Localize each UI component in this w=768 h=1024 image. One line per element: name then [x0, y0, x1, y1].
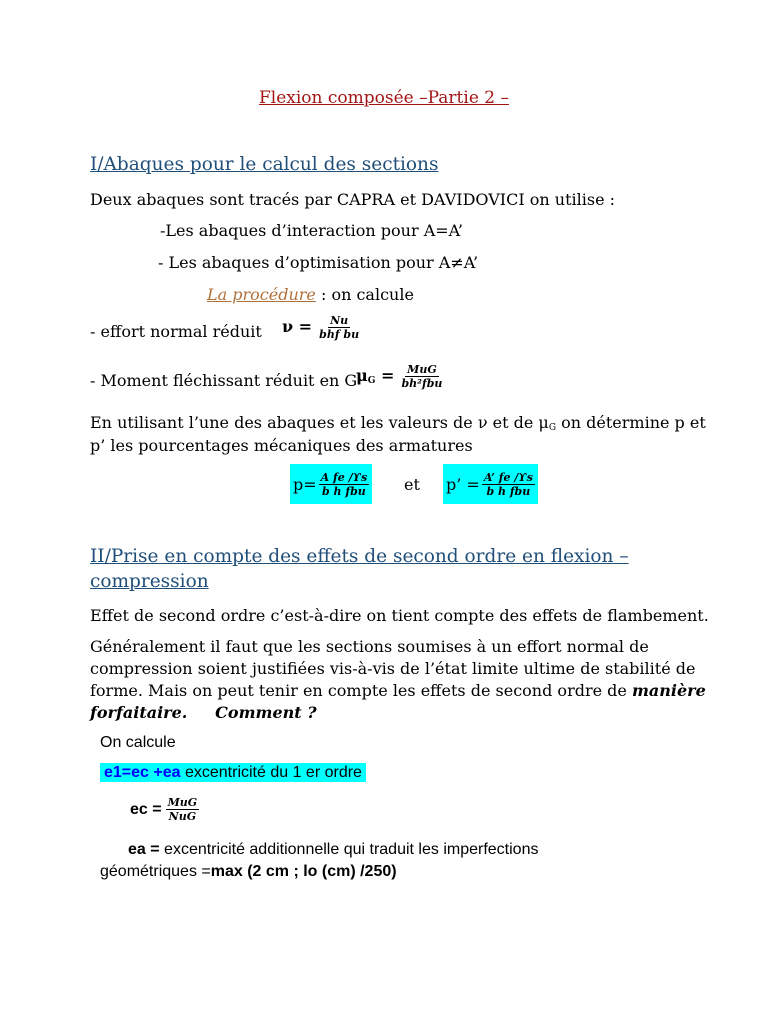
pprime-formula-box	[443, 464, 538, 504]
abaque-usage-line1	[90, 413, 706, 433]
usage-text-a: En utilisant l’une des abaques et les valeurs de	[90, 413, 478, 432]
abaque-item-optimisation: - Les abaques d’optimisation pour A≠A’	[158, 253, 479, 272]
mu-subscript: G	[367, 376, 376, 386]
e1-line	[100, 764, 366, 782]
pprime-fraction	[482, 471, 535, 498]
abaque-usage-line2: p’ les pourcentages mécaniques des armatures	[90, 436, 473, 455]
nu-denominator: bhf bu	[319, 328, 360, 341]
p-formula-box	[290, 464, 372, 504]
nu-fraction	[317, 314, 361, 341]
e1-formula: e1=ec +ea	[104, 764, 181, 781]
usage-nu: ν	[477, 413, 488, 432]
ea-text: excentricité additionnelle qui traduit les imperfections	[159, 841, 539, 858]
justification-line2: compression soient justifiées vis-à-vis de l’état limite ultime de stabilité de	[90, 659, 696, 678]
justification-line3-text: forme. Mais on peut tenir en compte les effets de second ordre de	[90, 681, 632, 700]
second-order-definition: Effet de second ordre c’est-à-dire on tient compte des effets de flambement.	[90, 606, 709, 625]
p-denominator: b h fbu	[322, 484, 366, 498]
mu-equals: =	[375, 366, 395, 385]
nu-formula	[282, 314, 361, 341]
justification-line3	[90, 681, 706, 700]
section-1-intro: Deux abaques sont tracés par CAPRA et DAVIDOVICI on utilise :	[90, 190, 616, 209]
page-title: Flexion composée –Partie 2 –	[258, 88, 510, 108]
justification-line4: forfaitaire. Comment ?	[90, 703, 317, 722]
usage-text-c: on détermine p et	[556, 413, 706, 432]
ec-formula	[130, 796, 199, 823]
p-numerator: A fe /ϒs	[320, 470, 368, 484]
usage-mu-sub: G	[548, 423, 557, 433]
ec-fraction	[166, 796, 200, 823]
usage-mu: μ	[538, 413, 549, 432]
ea-line2	[100, 863, 397, 881]
ec-label: ec =	[130, 800, 162, 818]
mu-label: - Moment fléchissant réduit en G	[90, 371, 358, 390]
nu-label: - effort normal réduit	[90, 322, 262, 341]
usage-text-b: et de	[487, 413, 539, 432]
e1-text: excentricité du 1 er ordre	[180, 764, 362, 781]
abaque-item-interaction: -Les abaques d’interaction pour A=A’	[160, 221, 463, 240]
section-2-heading-line2: compression	[90, 571, 209, 592]
on-calcule: On calcule	[100, 734, 176, 751]
et-connector: et	[404, 475, 420, 494]
procedure-label: La procédure	[207, 285, 316, 304]
mu-symbol: μ	[356, 366, 368, 385]
pprime-numerator: A’ fe /ϒs	[483, 470, 533, 484]
ea-line1	[128, 841, 538, 859]
ec-numerator: MuG	[167, 796, 198, 809]
pprime-denominator: b h fbu	[486, 484, 531, 498]
ea-label: ea =	[128, 841, 160, 858]
justification-line3-emphasis: manière	[631, 681, 706, 700]
p-fraction	[319, 471, 370, 498]
ec-denominator: NuG	[168, 810, 197, 823]
section-2-heading-line1: II/Prise en compte des effets de second ordre en flexion –	[90, 546, 629, 567]
mu-denominator: bh²fbu	[401, 377, 443, 390]
procedure-line	[207, 285, 414, 304]
p-label: p=	[293, 474, 317, 494]
ea-line2-text: géométriques =	[100, 863, 211, 880]
nu-symbol: ν =	[282, 317, 313, 336]
nu-numerator: Nu	[330, 314, 349, 327]
ea-line2-formula: max (2 cm ; lo (cm) /250)	[210, 863, 397, 880]
mu-formula	[356, 363, 444, 390]
justification-line1: Généralement il faut que les sections soumises à un effort normal de	[90, 637, 649, 656]
section-1-heading: I/Abaques pour le calcul des sections	[90, 154, 439, 175]
pprime-label: p’ =	[446, 474, 480, 494]
mu-fraction	[399, 363, 444, 390]
mu-numerator: MuG	[407, 363, 437, 376]
procedure-rest: : on calcule	[315, 285, 414, 304]
e1-highlight	[100, 763, 366, 782]
